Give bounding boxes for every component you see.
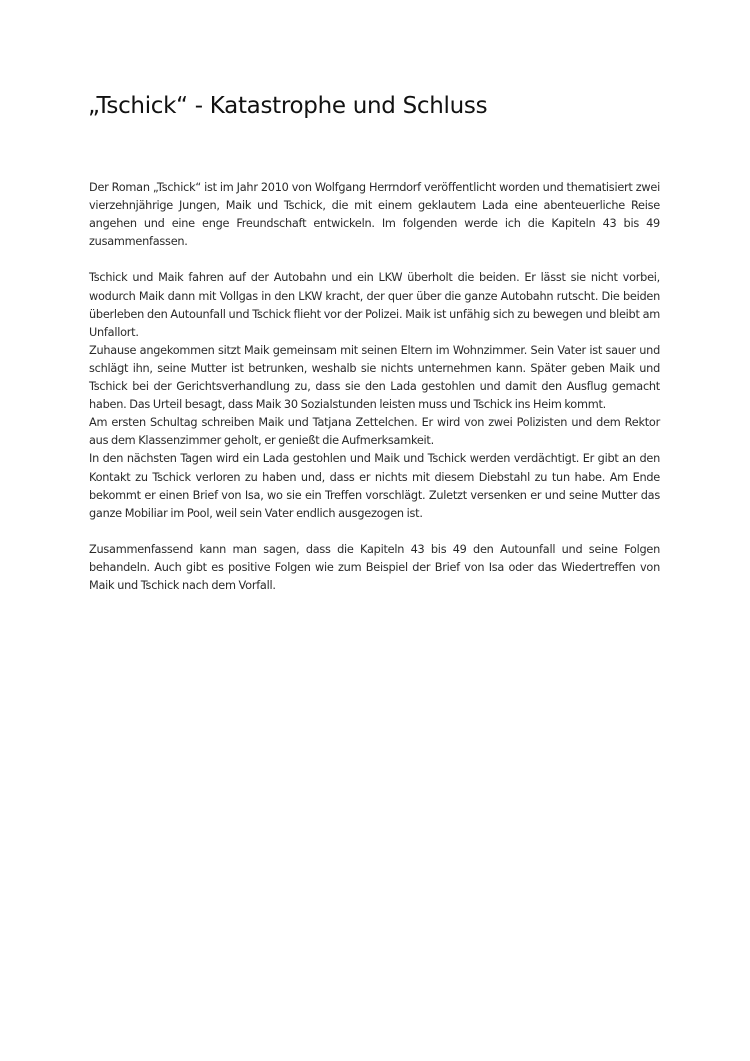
paragraph-spacer xyxy=(89,251,660,269)
document-title: „Tschick“ - Katastrophe und Schluss xyxy=(88,93,488,119)
paragraph-conclusion: Zusammenfassend kann man sagen, dass die Kapiteln 43 bis 49 den Autounfall und seine Folgen behandeln. Auch gibt es positive Folgen wie zum Beispiel der Brief von Isa oder das Wiedertreffen von Maik und Tschick nach dem Vorfall. xyxy=(89,542,660,593)
paragraph-introduction: Der Roman „Tschick“ ist im Jahr 2010 von Wolfgang Herrndorf veröffentlicht worden und thematisiert zwei vierzehnjährige Jungen, Maik und Tschick, die mit einem geklautem Lada eine abenteuerliche Reise angehen und eine enge Freundschaft entwickeln. Im folgenden werde ich die Kapiteln 43 bis 49 zusammenfassen. xyxy=(89,181,660,249)
paragraph-accident: Tschick und Maik fahren auf der Autobahn und ein LKW überholt die beiden. Er lässt sie nicht vorbei, wodurch Maik dann mit Vollgas in den LKW kracht, der quer über die ganze Autobahn rutscht. Die beiden überleben den Autounfall und Tschick flieht vor der Polizei. Maik ist unfähig sich zu bewegen und bleibt am Unfallort. xyxy=(89,271,660,339)
paragraph-next-days: In den nächsten Tagen wird ein Lada gestohlen und Maik und Tschick werden verdächtigt. Er gibt an den Kontakt zu Tschick verloren zu haben und, dass er nichts mit diesem Diebstahl zu tun habe. Am Ende bekommt er einen Brief von Isa, wo sie ein Treffen vorschlägt. Zuletzt versenken er und seine Mutter das ganze Mobiliar im Pool, weil sein Vater endlich ausgezogen ist. xyxy=(89,452,660,520)
paragraph-spacer xyxy=(89,523,660,541)
document-body xyxy=(89,179,660,595)
paragraph-school-day: Am ersten Schultag schreiben Maik und Tatjana Zettelchen. Er wird von zwei Polizisten und dem Rektor aus dem Klassenzimmer geholt, er genießt die Aufmerksamkeit. xyxy=(89,416,660,448)
paragraph-home-and-court: Zuhause angekommen sitzt Maik gemeinsam mit seinen Eltern im Wohnzimmer. Sein Vater ist sauer und schlägt ihn, seine Mutter ist betrunken, weshalb sie nichts unternehmen kann. Später geben Maik und Tschick bei der Gerichtsverhandlung zu, dass sie den Lada gestohlen und damit den Ausflug gemacht haben. Das Urteil besagt, dass Maik 30 Sozialstunden leisten muss und Tschick ins Heim kommt. xyxy=(89,343,660,412)
